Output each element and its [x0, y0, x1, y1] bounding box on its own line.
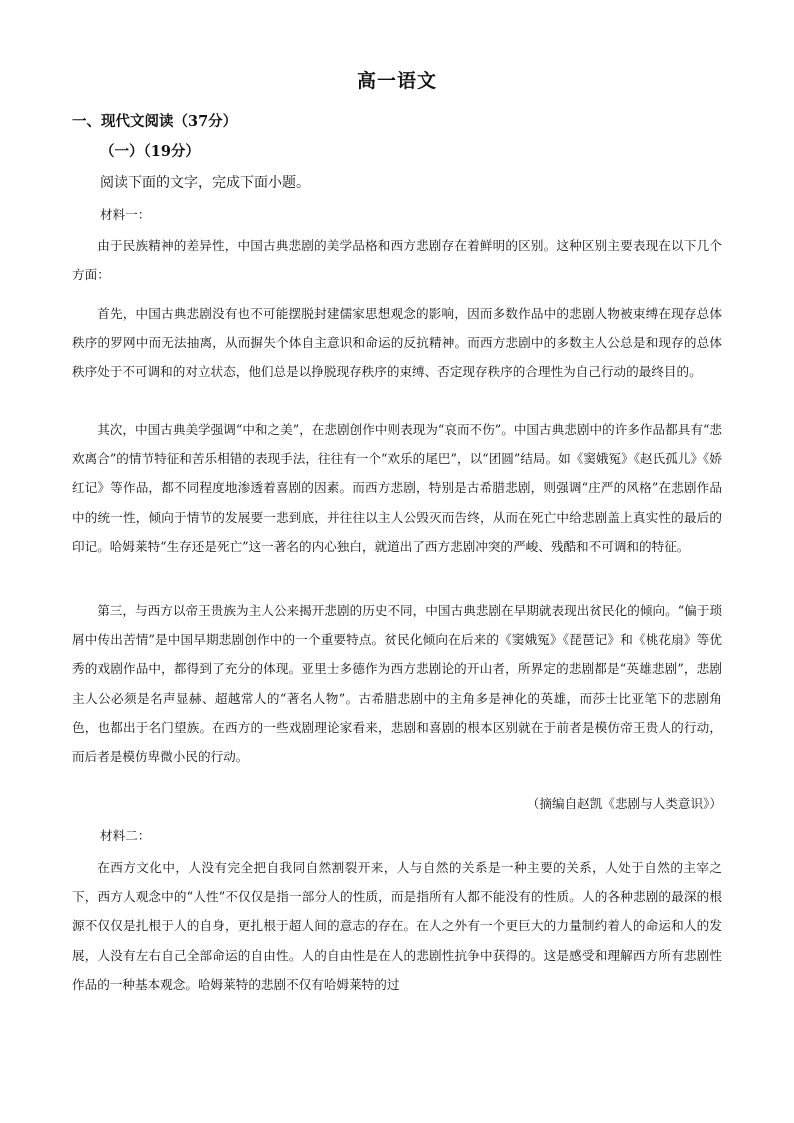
material-1-paragraph-2: 首先，中国古典悲剧没有也不可能摆脱封建儒家思想观念的影响，因而多数作品中的悲剧人物被束缚在现存总体秩序的罗网中而无法抽离，从而摒失个体自主意识和命运的反抗精神。而西方悲剧中的多数主人公总是和现存的总体秩序处于不可调和的对立状态，他们总是以挣脱现存秩序的束缚、否定现存秩序的合理性为自己行动的最终目的。 [72, 306, 722, 380]
subsection-heading: （一）（19分） [100, 143, 200, 160]
section-heading: 一、现代文阅读（37分） [72, 113, 238, 130]
material-1-paragraph-1: 由于民族精神的差异性，中国古典悲剧的美学品格和西方悲剧存在着鲜明的区别。这种区别主要表现在以下几个方面： [72, 238, 722, 283]
material-1-source: （摘编自赵凯《悲剧与人类意识》） [526, 796, 722, 811]
material-2-paragraph-1: 在西方文化中，人没有完全把自我同自然割裂开来，人与自然的关系是一种主要的关系，人处于自然的主宰之下，西方人观念中的“人性”不仅仅是指一部分人的性质，而是指所有人都不能没有的性质。人的各种悲剧的最深的根源不仅仅是扎根于人的自身，更扎根于超人间的意志的存在。在人之外有一个更巨大的力量制约着人的命运和人的发展，人没有左右自己全部命运的自由性。人的自由性是在人的悲剧性抗争中获得的。这是感受和理解西方所有悲剧性作品的一种基本观念。哈姆莱特的悲剧不仅有哈姆莱特的过 [72, 860, 722, 992]
document-title: 高一语文 [356, 70, 437, 92]
material-1-label: 材料一： [100, 207, 151, 222]
material-1-paragraph-3: 其次，中国古典美学强调“中和之美”，在悲剧创作中则表现为“哀而不伤”。中国古典悲剧中的许多作品都具有“悲欢离合”的情节特征和苦乐相错的表现手法，往往有一个“欢乐的尾巴”，以“团圆”结局。如《窦娥冤》《赵氏孤儿》《娇红记》等作品，都不同程度地渗透着喜剧的因素。而西方悲剧，特别是古希腊悲剧，则强调“庄严的风格”在悲剧作品中的统一性，倾向于情节的发展要一悲到底，并往往以主人公毁灭而告终，从而在死亡中给悲剧盖上真实性的最后的印记。哈姆莱特“生存还是死亡”这一著名的内心独白，就道出了西方悲剧冲突的严峻、残酷和不可调和的特征。 [72, 422, 722, 554]
material-1-paragraph-4: 第三，与西方以帝王贵族为主人公来揭开悲剧的历史不同，中国古典悲剧在早期就表现出贫民化的倾向。“偏于琐屑中传出苦情”是中国早期悲剧创作中的一个重要特点。贫民化倾向在后来的《窦娥冤》《琵琶记》和《桃花扇》等优秀的戏剧作品中，都得到了充分的体现。亚里士多德作为西方悲剧论的开山者，所界定的悲剧都是“英雄悲剧”，悲剧主人公必须是名声显赫、超越常人的“著名人物”。古希腊悲剧中的主角多是神化的英雄，而莎士比亚笔下的悲剧角色，也都出于名门望族。在西方的一些戏剧理论家看来，悲剧和喜剧的根本区别就在于前者是模仿帝王贵人的行动，而后者是模仿卑微小民的行动。 [72, 603, 722, 765]
material-2-label: 材料二： [100, 828, 151, 843]
instruction-text: 阅读下面的文字，完成下面小题。 [100, 175, 310, 191]
